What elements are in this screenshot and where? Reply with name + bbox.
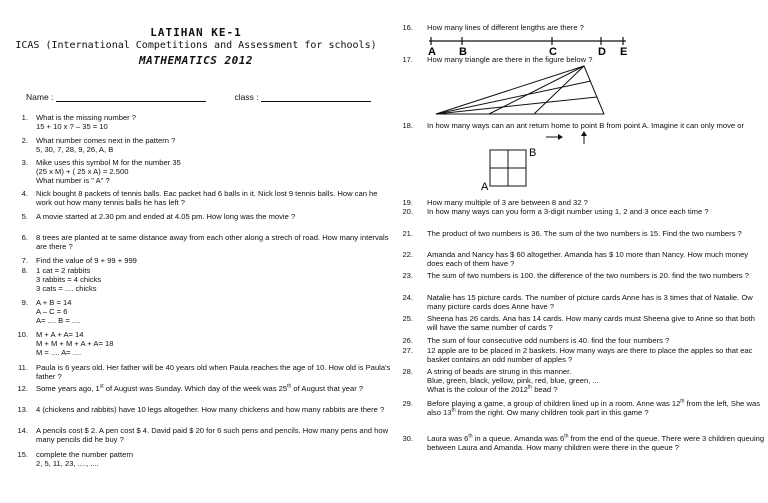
name-label: Name : bbox=[26, 92, 54, 102]
question-text: 1 cat = 2 rabbits 3 rabbits = 4 chicks 3 cats = .... chicks bbox=[36, 266, 102, 294]
question-text: Some years ago, 1st of August was Sunday. Which day of the week was 25th of August that year ? bbox=[36, 383, 364, 393]
question-number: 3. bbox=[21, 158, 28, 167]
question-text: Laura was 6th in a queue. Amanda was 6th from the end of the queue. There were 3 children queuing between Laura and Amanda. How many children were there in the queue ? bbox=[427, 433, 765, 453]
class-label: class : bbox=[234, 92, 259, 102]
question-text: A string of beads are strung in this manner. Blue, green, black, yellow, pink, red, blue, green, ... What is the colour of the 2012th bead ? bbox=[427, 367, 599, 395]
grid-figure bbox=[480, 148, 540, 192]
worksheet-subject: MATHEMATICS 2012 bbox=[139, 54, 253, 67]
question-number: 22. bbox=[402, 250, 413, 259]
grid-start-label: A bbox=[481, 181, 489, 192]
right-arrow-icon bbox=[546, 134, 563, 140]
name-blank[interactable] bbox=[56, 101, 206, 102]
segment-point-label: C bbox=[549, 46, 557, 57]
question-number: 20. bbox=[402, 207, 413, 216]
segment-point-label: E bbox=[620, 46, 628, 57]
question-text: In how many ways can you form a 3-digit number using 1, 2 and 3 once each time ? bbox=[427, 207, 709, 216]
question-text: What number comes next in the pattern ? 5, 30, 7, 28, 9, 26, A, B bbox=[36, 136, 176, 155]
question-number: 28. bbox=[402, 367, 413, 376]
question-text: In how many ways can an ant return home to point B from point A. Imagine it can only move or bbox=[427, 121, 744, 130]
question-text: Mike uses this symbol M for the number 35 (25 x M) + ( 25 x A) = 2.500 What number is " A" ? bbox=[36, 158, 181, 186]
question-number: 10. bbox=[17, 330, 28, 339]
up-arrow-icon bbox=[581, 131, 587, 144]
worksheet-title: LATIHAN KE-1 bbox=[150, 26, 242, 39]
question-text: How many lines of different lengths are there ? bbox=[427, 23, 584, 32]
question-number: 17. bbox=[402, 55, 413, 64]
question-number: 6. bbox=[21, 233, 28, 242]
segment-point-label: A bbox=[428, 46, 436, 57]
question-text: M + A + A= 14 M + M + M + A + A= 18 M = .... A= .... bbox=[36, 330, 114, 358]
question-text: 4 (chickens and rabbits) have 10 legs altogether. How many chickens and how many rabbits are there ? bbox=[36, 405, 385, 414]
question-text: Find the value of 9 + 99 + 999 bbox=[36, 256, 137, 265]
question-number: 11. bbox=[18, 363, 28, 372]
question-number: 8. bbox=[21, 266, 28, 275]
question-number: 27. bbox=[402, 346, 413, 355]
question-number: 15. bbox=[17, 450, 28, 459]
class-blank[interactable] bbox=[261, 101, 371, 102]
question-number: 30. bbox=[402, 434, 413, 443]
question-number: 25. bbox=[402, 314, 413, 323]
question-text: Nick bought 8 packets of tennis balls. Eac packet had 6 balls in it. Nick lost 9 tennis balls. How can he work out how many tennis balls he has left ? bbox=[36, 189, 378, 208]
question-text: The sum of two numbers is 100. the difference of the two numbers is 20. find the two numbers ? bbox=[427, 271, 749, 280]
segment-point-label: D bbox=[598, 46, 606, 57]
question-text: A pencils cost $ 2. A pen cost $ 4. David paid $ 20 for 6 such pens and pencils. How many pens and how many pencils did he buy ? bbox=[36, 426, 389, 445]
question-text: The product of two numbers is 36. The sum of the two numbers is 15. Find the two numbers ? bbox=[427, 229, 742, 238]
question-number: 5. bbox=[21, 212, 28, 221]
question-text: What is the missing number ? 15 + 10 x ? – 35 = 10 bbox=[36, 113, 137, 132]
line-segment-figure bbox=[426, 33, 636, 57]
question-text: The sum of four consecutive odd numbers is 40. find the four numbers ? bbox=[427, 336, 670, 345]
question-text: Natalie has 15 picture cards. The number of picture cards Anne has is 3 times that of Natalie. Ow many picture cards does Anne have ? bbox=[427, 293, 753, 312]
question-text: Amanda and Nancy has $ 60 altogether. Amanda has $ 10 more than Nancy. How much money does each of them have ? bbox=[427, 250, 749, 269]
question-number: 24. bbox=[402, 293, 413, 302]
question-text: How many multiple of 3 are between 8 and 32 ? bbox=[427, 198, 588, 207]
question-text: A movie started at 2.30 pm and ended at 4.05 pm. How long was the movie ? bbox=[36, 212, 296, 221]
question-number: 2. bbox=[21, 136, 28, 145]
question-number: 26. bbox=[402, 336, 413, 345]
question-number: 7. bbox=[21, 256, 28, 265]
question-text: 8 trees are planted at te same distance away from each other along a strech of road. How many intervals are there ? bbox=[36, 233, 389, 252]
grid-end-label: B bbox=[529, 148, 537, 159]
triangle-figure bbox=[434, 64, 624, 116]
question-number: 16. bbox=[402, 23, 413, 32]
worksheet-subtitle: ICAS (International Competitions and Assessment for schools) bbox=[15, 40, 377, 51]
question-number: 14. bbox=[17, 426, 28, 435]
question-text: 12 apple are to be placed in 2 baskets. How many ways are there to place the apples so that eac basket contains an odd number of apples ? bbox=[427, 346, 753, 365]
question-number: 12. bbox=[17, 384, 28, 393]
question-text: How many triangle are there in the figure below ? bbox=[427, 55, 593, 64]
question-text: Sheena has 26 cards. Ana has 14 cards. How many cards must Sheena give to Anne so that both will have the same number of cards ? bbox=[427, 314, 755, 333]
question-text: A + B = 14 A – C = 6 A= .... B = .... bbox=[36, 298, 81, 326]
question-number: 29. bbox=[402, 399, 413, 408]
question-text: Paula is 6 years old. Her father will be 40 years old when Paula reaches the age of 10. How old is Paula's father ? bbox=[36, 363, 391, 382]
segment-point-label: B bbox=[459, 46, 467, 57]
question-number: 9. bbox=[21, 298, 28, 307]
question-number: 18. bbox=[402, 121, 413, 130]
question-number: 19. bbox=[402, 198, 413, 207]
direction-arrows bbox=[544, 131, 594, 145]
question-number: 23. bbox=[402, 271, 413, 280]
name-class-row bbox=[26, 92, 386, 102]
question-number: 4. bbox=[21, 189, 28, 198]
question-number: 13. bbox=[17, 405, 28, 414]
question-number: 1. bbox=[21, 113, 28, 122]
question-text: complete the number pattern 2, 5, 11, 23, ...., .... bbox=[36, 450, 134, 469]
question-text: Before playing a game, a group of children lined up in a room. Anne was 12th from the left, She was also 13th from the right. Ow many children took part in this game ? bbox=[427, 398, 761, 418]
question-number: 21. bbox=[402, 229, 413, 238]
